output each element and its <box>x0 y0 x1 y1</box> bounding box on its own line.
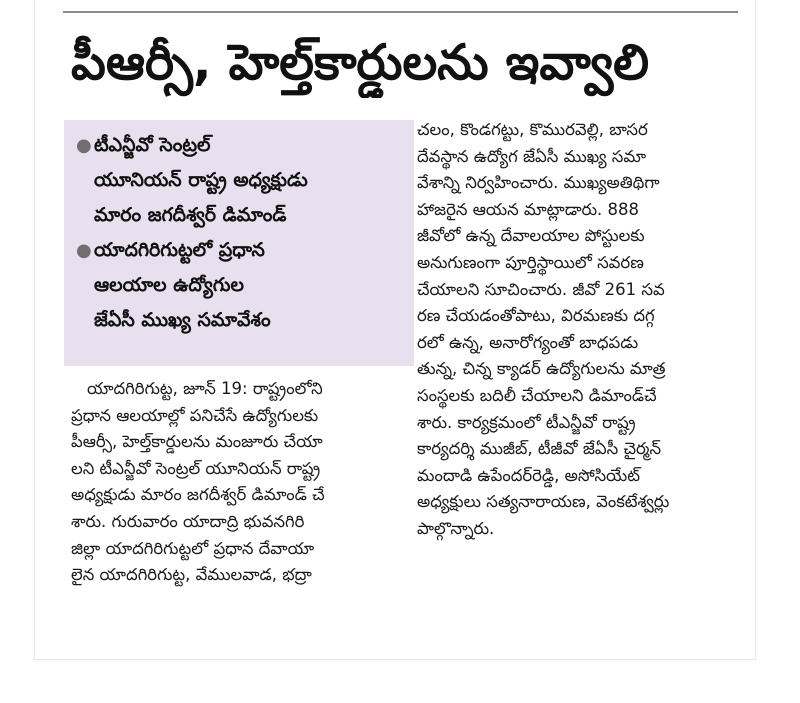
body-line: జిల్లా యాదగిరిగుట్టలో ప్రధాన దేవాయా <box>71 538 315 558</box>
body-line: లైన యాదగిరిగుట్ట, వేములవాడ, భద్రా <box>71 565 312 585</box>
highlight-line: యూనియన్ రాష్ట్ర అధ్యక్షుడు <box>94 169 308 191</box>
body-line: జీవోలో ఉన్న దేవాలయాల పోస్టులకు <box>417 226 645 246</box>
body-line: శారు. కార్యక్రమంలో టీఎన్జీవో రాష్ట్ర <box>417 412 636 432</box>
highlight-lines <box>94 233 271 338</box>
body-line: శారు. గురువారం యాదాద్రి భువనగిరి <box>71 511 305 531</box>
highlight-item <box>76 128 404 233</box>
body-line: అధ్యక్షుడు మారం జగదీశ్వర్ డిమాండ్ చే <box>71 485 325 505</box>
body-line: ప్రధాన ఆలయాల్లో పనిచేసే ఉద్యోగులకు <box>71 405 319 425</box>
body-line: అనుగుణంగా పూర్తిస్థాయిలో సవరణ <box>417 252 644 272</box>
highlights-box <box>64 120 414 366</box>
highlight-line: మారం జగదీశ్వర్ డిమాండ్ <box>94 204 287 226</box>
body-line: అధ్యక్షులు సత్యనారాయణ, వెంకటేశ్వర్లు <box>417 492 670 512</box>
body-line: రణ చేయడంతోపాటు, విరమణకు దగ్గ <box>417 306 655 326</box>
body-line: కార్యదర్శి ముజీబ్, టీజీవో జేఏసీ చైర్మన్ <box>417 439 662 459</box>
bullet-icon: ● <box>76 240 92 261</box>
body-line: హాజరైన ఆయన మాట్లాడారు. 888 <box>417 199 640 219</box>
body-line: చేయాలని సూచించారు. జీవో 261 సవ <box>417 279 665 299</box>
body-line: యాదగిరిగుట్ట, జూన్ 19: రాష్ట్రంలోని <box>87 379 323 398</box>
highlight-line: ఆలయాల ఉద్యోగుల <box>94 274 244 296</box>
highlight-line: యాదగిరిగుట్టలో ప్రధాన <box>94 239 265 261</box>
highlight-lines <box>94 128 308 233</box>
body-line: వేశాన్ని నిర్వహించారు. ముఖ్యఅతిథిగా <box>417 173 660 193</box>
body-line: తున్న, చిన్న క్యాడర్ ఉద్యోగులను మాత్ర <box>417 359 666 379</box>
body-line: పీఆర్సీ, హెల్త్‌కార్డులను మంజూరు చేయా <box>71 432 323 452</box>
highlight-line: టీఎన్జీవో సెంట్రల్ <box>94 134 211 156</box>
highlight-line: జేఏసీ ముఖ్య సమావేశం <box>94 309 271 331</box>
body-line: లని టీఎన్జీవో సెంట్రల్ యూనియన్ రాష్ట్ర <box>71 458 321 478</box>
bullet-icon: ● <box>76 135 92 156</box>
top-rule-divider <box>63 11 738 13</box>
body-line: చలం, కొండగట్టు, కొమురవెల్లి, బాసర <box>417 120 648 139</box>
body-line: దేవస్థాన ఉద్యోగ జేఏసీ ముఖ్య సమా <box>417 146 647 166</box>
body-line: పాల్గొన్నారు. <box>417 518 495 538</box>
newspaper-clipping <box>34 0 756 660</box>
highlight-item <box>76 233 404 338</box>
article-body-left-column <box>71 376 416 589</box>
body-line: రలో ఉన్న, అనారోగ్యంతో బాధపడు <box>417 332 639 352</box>
body-line: మందాడి ఉపేందర్‌రెడ్డి, అసోసియేట్ <box>417 465 640 485</box>
body-line: సంస్థలకు బదిలీ చేయాలని డిమాండ్‌చే <box>417 385 657 405</box>
article-body-right-column <box>417 117 737 543</box>
headline: పీఆర్సీ, హెల్త్‌కార్డులను ఇవ్వాలి <box>71 34 650 91</box>
